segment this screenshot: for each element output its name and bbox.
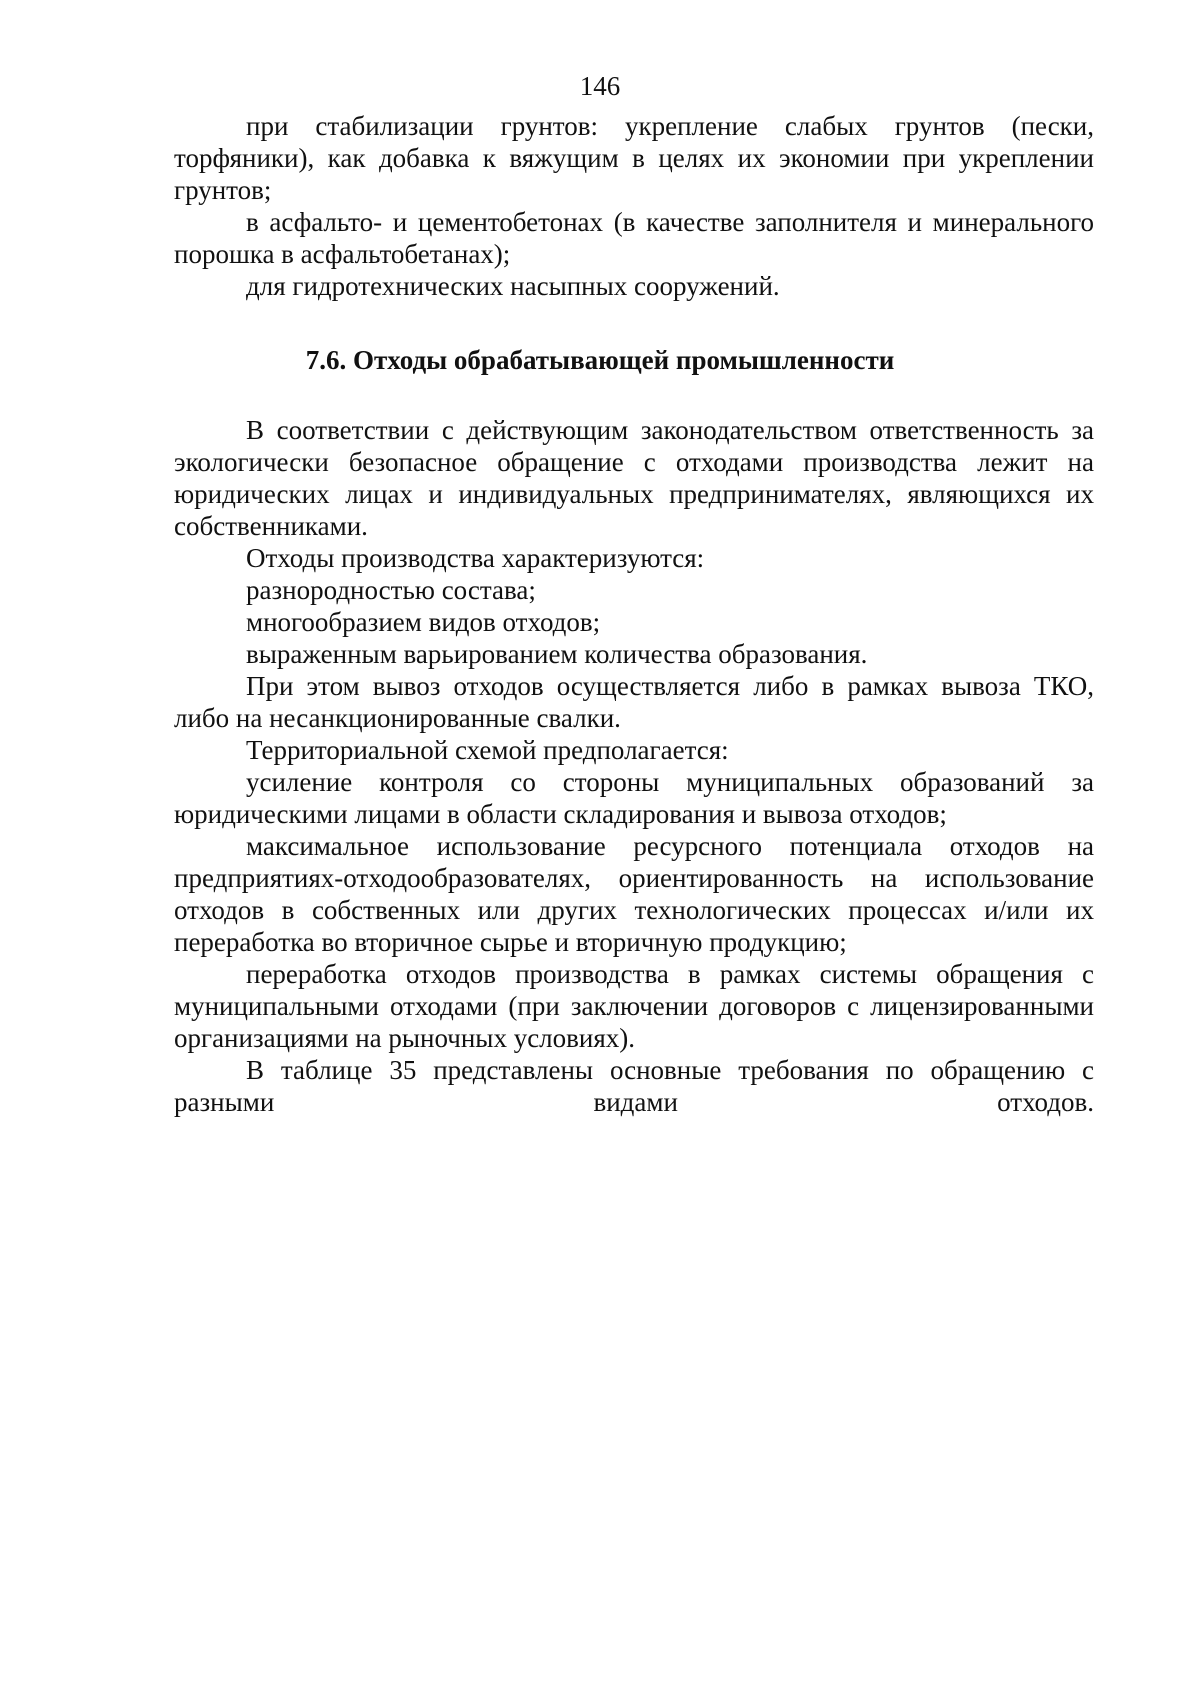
list-item-control: усиление контроля со стороны муниципальных образований за юридическими лицами в области складирования и вывоза отходов; — [174, 767, 1094, 829]
paragraph-hydraulic: для гидротехнических насыпных сооружений. — [246, 271, 780, 301]
list-item-heterogeneity: разнородностью состава; — [246, 575, 536, 605]
list-item-diversity: многообразием видов отходов; — [246, 607, 601, 637]
paragraph-concrete: в асфальто- и цементобетонах (в качестве заполнителя и минерального порошка в асфальтобетанах); — [174, 207, 1094, 269]
paragraph-removal: При этом вывоз отходов осуществляется либо в рамках вывоза ТКО, либо на несанкционированные свалки. — [174, 671, 1094, 733]
paragraph-characteristics-intro: Отходы производства характеризуются: — [246, 543, 705, 573]
list-item-processing: переработка отходов производства в рамках системы обращения с муниципальными отходами (при заключении договоров с лицензированными организациями на рыночных условиях). — [174, 959, 1094, 1053]
main-text-block — [174, 414, 1094, 1118]
page-number: 146 — [579, 71, 621, 101]
list-item-variation: выраженным варьированием количества образования. — [246, 639, 868, 669]
paragraph-scheme-intro: Территориальной схемой предполагается: — [246, 735, 729, 765]
paragraph-table-reference: В таблице 35 представлены основные требования по обращению с разными видами отходов. — [174, 1055, 1094, 1117]
paragraph-responsibility: В соответствии с действующим законодательством ответственность за экологически безопасное обращение с отходами производства лежит на юридических лицах и индивидуальных предпринимателях, являющихся их собственниками. — [174, 415, 1094, 541]
list-item-resource-use: максимальное использование ресурсного потенциала отходов на предприятиях-отходообразователях, ориентированность на использование отходов в собственных или других технологических процессах и/или их переработка во вторичное сырье и вторичную продукцию; — [174, 831, 1094, 957]
section-heading: 7.6. Отходы обрабатывающей промышленности — [305, 345, 895, 375]
paragraph-soil-stabilization: при стабилизации грунтов: укрепление слабых грунтов (пески, торфяники), как добавка к вяжущим в целях их экономии при укреплении грунтов; — [174, 111, 1094, 205]
top-text-block — [174, 110, 1094, 302]
